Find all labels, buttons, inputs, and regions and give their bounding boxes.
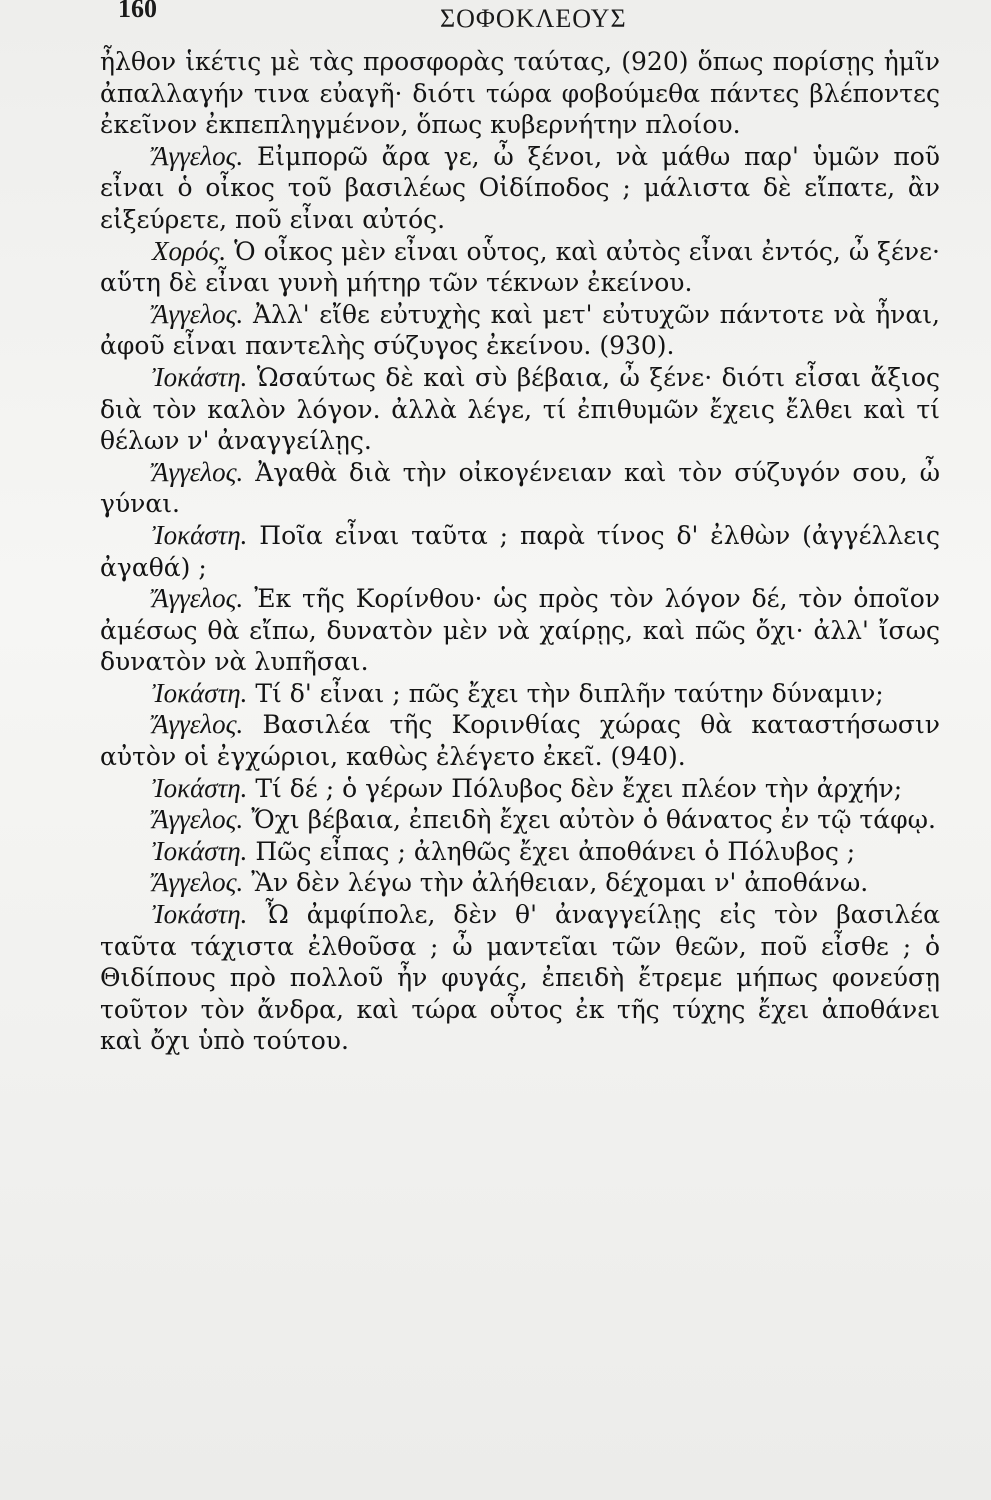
paragraph	[100, 804, 940, 836]
speaker-name: Ἄγγελος.	[152, 867, 244, 898]
body-text	[100, 46, 940, 1057]
speech-text: Εἰμπορῶ ἄρα γε, ὦ ξένοι, νὰ μάθω παρ' ὑμῶν ποῦ εἶναι ὁ οἶκος τοῦ βασιλέως Οἰδίποδος ; μάλιστα δὲ εἴπατε, ἂν εἰξεύρετε, ποῦ εἶναι αὐτός.	[100, 141, 940, 234]
paragraph	[100, 141, 940, 236]
paragraph	[100, 899, 940, 1057]
speech-text: Ὁ οἶκος μὲν εἶναι οὗτος, καὶ αὐτὸς εἶναι ἐντός, ὦ ξένε· αὕτη δὲ εἶναι γυνὴ μήτηρ τῶν τέκνων ἐκείνου.	[100, 236, 940, 298]
speech-text: Ἂν δὲν λέγω τὴν ἀλήθειαν, δέχομαι ν' ἀποθάνω.	[251, 868, 869, 898]
speech-text: Ποῖα εἶναι ταῦτα ; παρὰ τίνος δ' ἐλθὼν (ἀγγέλλεις ἀγαθά) ;	[100, 520, 940, 582]
page-header	[118, 0, 931, 36]
speech-text: Ἀγαθὰ διὰ τὴν οἰκογένειαν καὶ τὸν σύζυγόν σου, ὦ γύναι.	[100, 457, 940, 519]
speaker-name: Ἰοκάστη.	[152, 835, 248, 866]
speaker-name: Ἄγγελος.	[152, 140, 244, 171]
paragraph	[100, 299, 940, 362]
speaker-name: Ἰοκάστη.	[152, 361, 248, 392]
speech-text: Ὡσαύτως δὲ καὶ σὺ βέβαια, ὦ ξένε· διότι εἶσαι ἄξιος διὰ τὸν καλὸν λόγον. ἀλλὰ λέγε, τί ἐπιθυμῶν ἔχεις ἔλθει καὶ τί θέλων ν' ἀναγγείλῃς.	[100, 362, 940, 456]
paragraph	[100, 457, 940, 520]
paragraph	[100, 709, 940, 772]
paragraph	[100, 362, 940, 457]
speech-text: Τί δέ ; ὁ γέρων Πόλυβος δὲν ἔχει πλέον τὴν ἀρχήν;	[255, 773, 903, 803]
paragraph	[100, 583, 940, 678]
speaker-name: Ἰοκάστη.	[152, 677, 248, 708]
speech-text: Βασιλέα τῆς Κορινθίας χώρας θὰ καταστήσωσιν αὐτὸν οἱ ἐγχώριοι, καθὼς ἐλέγετο ἐκεῖ. (940).	[100, 710, 941, 772]
speech-text: Τί δ' εἶναι ; πῶς ἔχει τὴν διπλῆν ταύτην δύναμιν;	[255, 678, 884, 708]
speech-text: Ὦ ἀμφίπολε, δὲν θ' ἀναγγείλῃς εἰς τὸν βασιλέα ταῦτα τάχιστα ἐλθοῦσα ; ὦ μαντεῖαι τῶν θεῶν, ποῦ εἶσθε ; ὁ Θιδίπους πρὸ πολλοῦ ἦν φυγάς, ἐπειδὴ ἔτρεμε μήπως φονεύσῃ τοῦτον τὸν ἄνδρα, καὶ τώρα οὗτος ἐκ τῆς τύχης ἔχει ἀποθάνει καὶ ὄχι ὑπὸ τούτου.	[100, 900, 940, 1056]
paragraph	[100, 236, 940, 299]
paragraph	[100, 867, 940, 899]
speaker-name: Ἄγγελος.	[152, 709, 244, 740]
speech-text: Πῶς εἶπας ; ἀληθῶς ἔχει ἀποθάνει ὁ Πόλυβος ;	[255, 836, 856, 866]
paragraph	[100, 46, 940, 141]
paragraph	[100, 678, 940, 710]
speaker-name: Χορός.	[152, 235, 227, 266]
speaker-name: Ἰοκάστη.	[152, 899, 248, 930]
paragraph	[100, 836, 940, 868]
speech-text: ἦλθον ἱκέτις μὲ τὰς προσφορὰς ταύτας, (920) ὅπως πορίσῃς ἡμῖν ἀπαλλαγήν τινα εὐαγῆ· διότι τώρα φοβούμεθα πάντες βλέποντες ἐκεῖνον ἐκπεπληγμένον, ὅπως κυβερνήτην πλοίου.	[100, 47, 940, 140]
speaker-name: Ἰοκάστη.	[152, 519, 248, 550]
speaker-name: Ἰοκάστη.	[152, 772, 248, 803]
speaker-name: Ἄγγελος.	[152, 583, 244, 614]
speech-text: Ἀλλ' εἴθε εὐτυχὴς καὶ μετ' εὐτυχῶν πάντοτε νὰ ἦναι, ἀφοῦ εἶναι παντελὴς σύζυγος ἐκείνου. (930).	[100, 299, 941, 361]
paragraph	[100, 520, 940, 583]
speech-text: Ὄχι βέβαια, ἐπειδὴ ἔχει αὐτὸν ὁ θάνατος ἐν τῷ τάφῳ.	[251, 805, 936, 835]
page-number: 160	[118, 0, 157, 23]
speech-text: Ἐκ τῆς Κορίνθου· ὡς πρὸς τὸν λόγον δέ, τὸν ὁποῖον ἀμέσως θὰ εἴπω, δυνατὸν μὲν νὰ χαίρῃς, καὶ πῶς ὄχι· ἀλλ' ἴσως δυνατὸν νὰ λυπῆσαι.	[100, 584, 940, 677]
paragraph	[100, 773, 940, 805]
speaker-name: Ἄγγελος.	[152, 456, 244, 487]
speaker-name: Ἄγγελος.	[152, 804, 244, 835]
speaker-name: Ἄγγελος.	[152, 298, 244, 329]
running-title: ΣΟΦΟΚΛΕΟΥΣ	[440, 4, 627, 33]
